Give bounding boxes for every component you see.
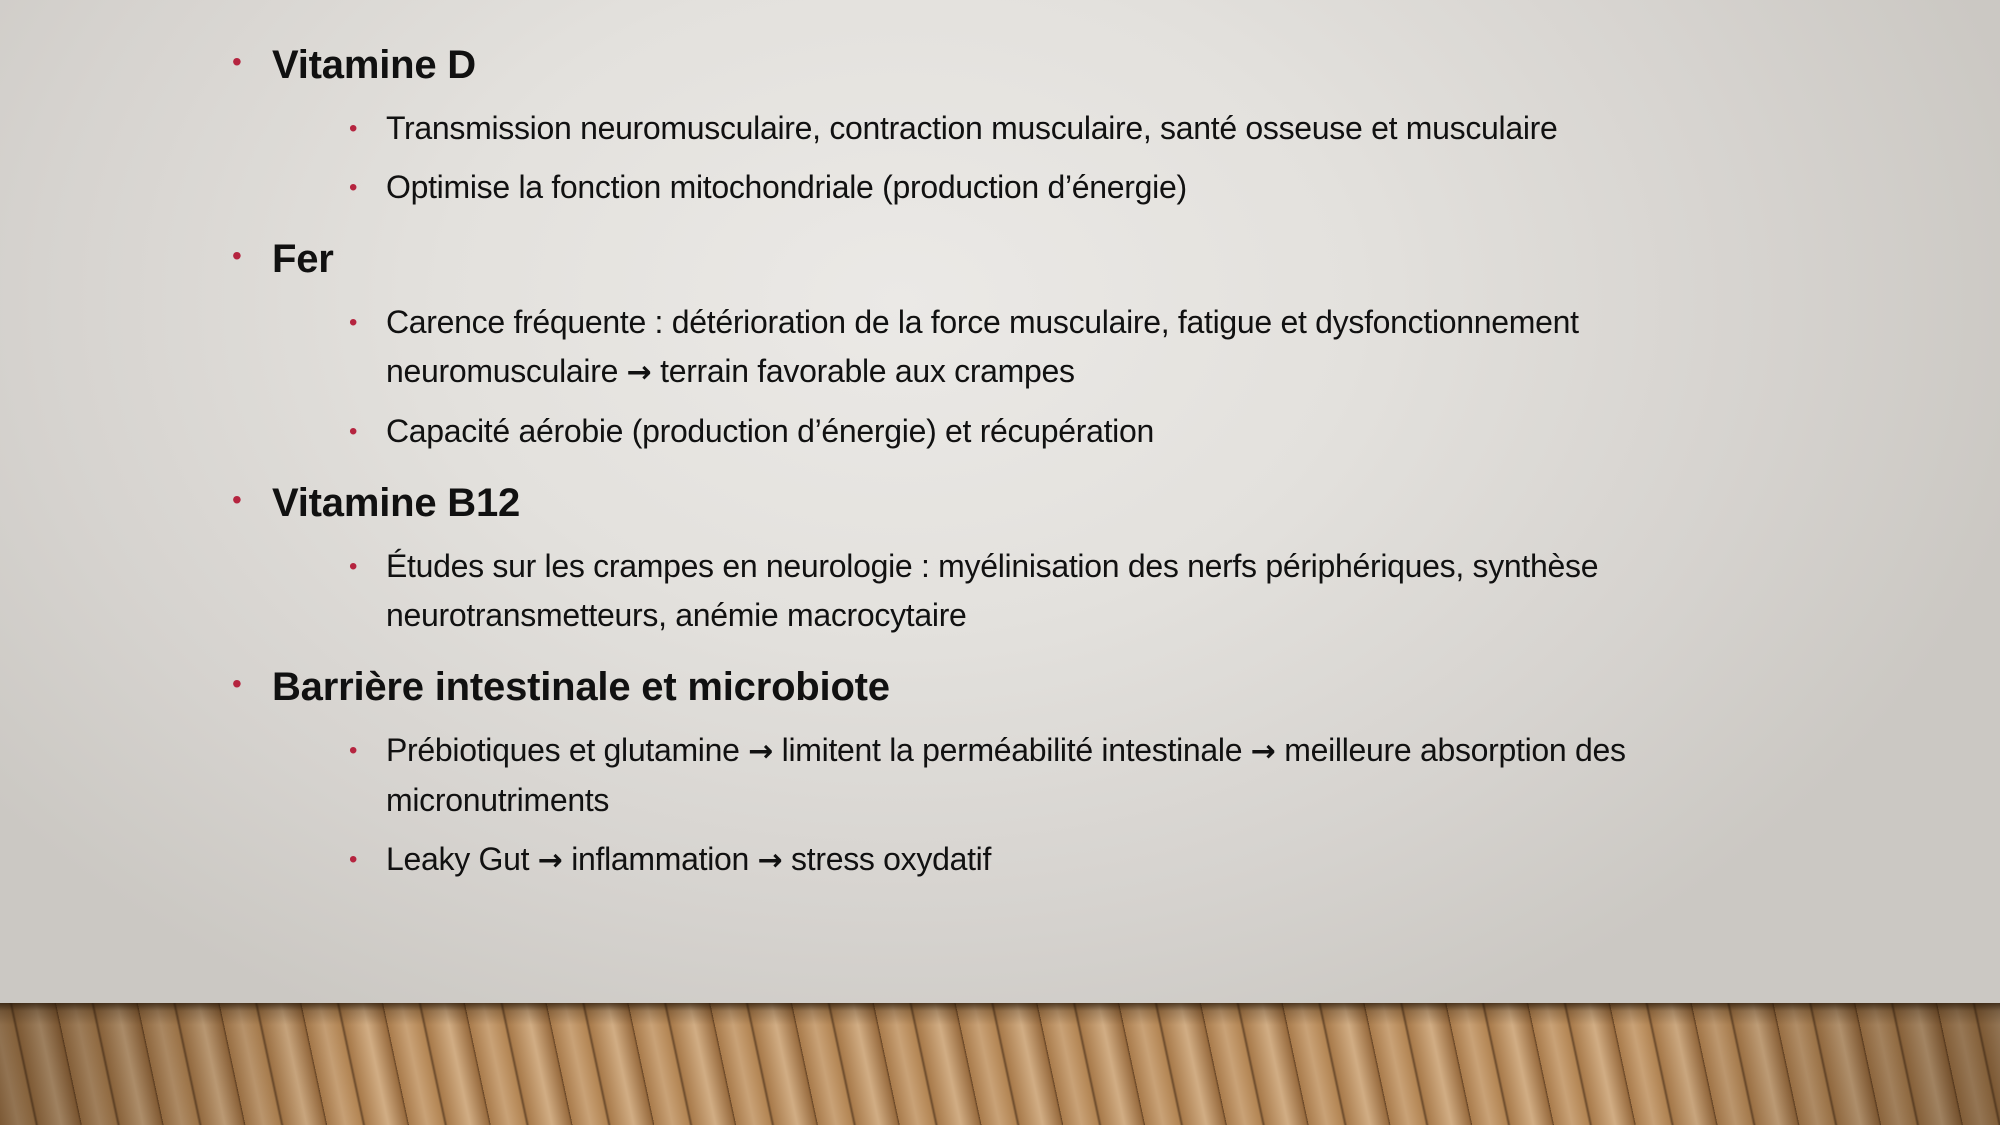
right-arrow-icon: → (626, 355, 652, 390)
bullet-icon: • (232, 668, 242, 699)
bullet-text: Optimise la fonction mitochondriale (production d’énergie) (386, 169, 1187, 205)
sub-bullet-list (272, 298, 1792, 456)
bullet-icon: • (349, 309, 358, 336)
bullet-text: terrain favorable aux crampes (660, 353, 1075, 389)
right-arrow-icon: → (537, 843, 563, 878)
section-fer (232, 230, 1792, 456)
right-arrow-icon: → (757, 843, 783, 878)
bullet-text: meilleure absorption des micronutriments (386, 732, 1626, 818)
bullet-outline (232, 36, 1792, 885)
bullet-icon: • (232, 46, 242, 77)
sub-bullet-item (272, 407, 1792, 456)
sub-bullet-list (272, 104, 1792, 212)
bullet-text: Carence fréquente : détérioration de la force musculaire, fatigue et dysfonctionnement neuromusculaire (386, 304, 1579, 389)
sub-bullet-item (272, 726, 1792, 825)
bullet-icon: • (349, 553, 358, 580)
bullet-icon: • (349, 174, 358, 201)
bullet-icon: • (349, 846, 358, 873)
section-heading: Barrière intestinale et microbiote (272, 665, 890, 709)
bullet-text: Prébiotiques et glutamine (386, 732, 740, 768)
bullet-icon: • (349, 115, 358, 142)
sub-bullet-list (272, 542, 1792, 640)
bullet-icon: • (232, 240, 242, 271)
sub-bullet-item (272, 163, 1792, 212)
bullet-icon: • (349, 737, 358, 764)
section-heading: Vitamine B12 (272, 481, 521, 525)
right-arrow-icon: → (748, 734, 774, 769)
bullet-text: Leaky Gut (386, 841, 530, 877)
section-vitamine-b12 (232, 474, 1792, 640)
section-heading: Vitamine D (272, 43, 476, 87)
bullet-text: inflammation (571, 841, 750, 877)
section-heading: Fer (272, 237, 334, 281)
bullet-text: Capacité aérobie (production d’énergie) et récupération (386, 413, 1154, 449)
bullet-text: Études sur les crampes en neurologie : myélinisation des nerfs périphériques, synthèse neurotransmetteurs, anémie macrocytaire (386, 548, 1599, 633)
bullet-text: limitent la perméabilité intestinale (781, 732, 1243, 768)
sub-bullet-item (272, 835, 1792, 885)
sub-bullet-item (272, 542, 1792, 640)
bullet-icon: • (349, 418, 358, 445)
bullet-text: stress oxydatif (791, 841, 992, 877)
bullet-text: Transmission neuromusculaire, contraction musculaire, santé osseuse et musculaire (386, 110, 1558, 146)
floor-shading (0, 1003, 2000, 1125)
bullet-icon: • (232, 484, 242, 515)
right-arrow-icon: → (1250, 734, 1276, 769)
slide-content (232, 36, 1792, 885)
sub-bullet-item (272, 104, 1792, 153)
sub-bullet-list (272, 726, 1792, 885)
sub-bullet-item (272, 298, 1792, 397)
section-barriere-intestinale-et-microbiote (232, 658, 1792, 885)
section-vitamine-d (232, 36, 1792, 212)
